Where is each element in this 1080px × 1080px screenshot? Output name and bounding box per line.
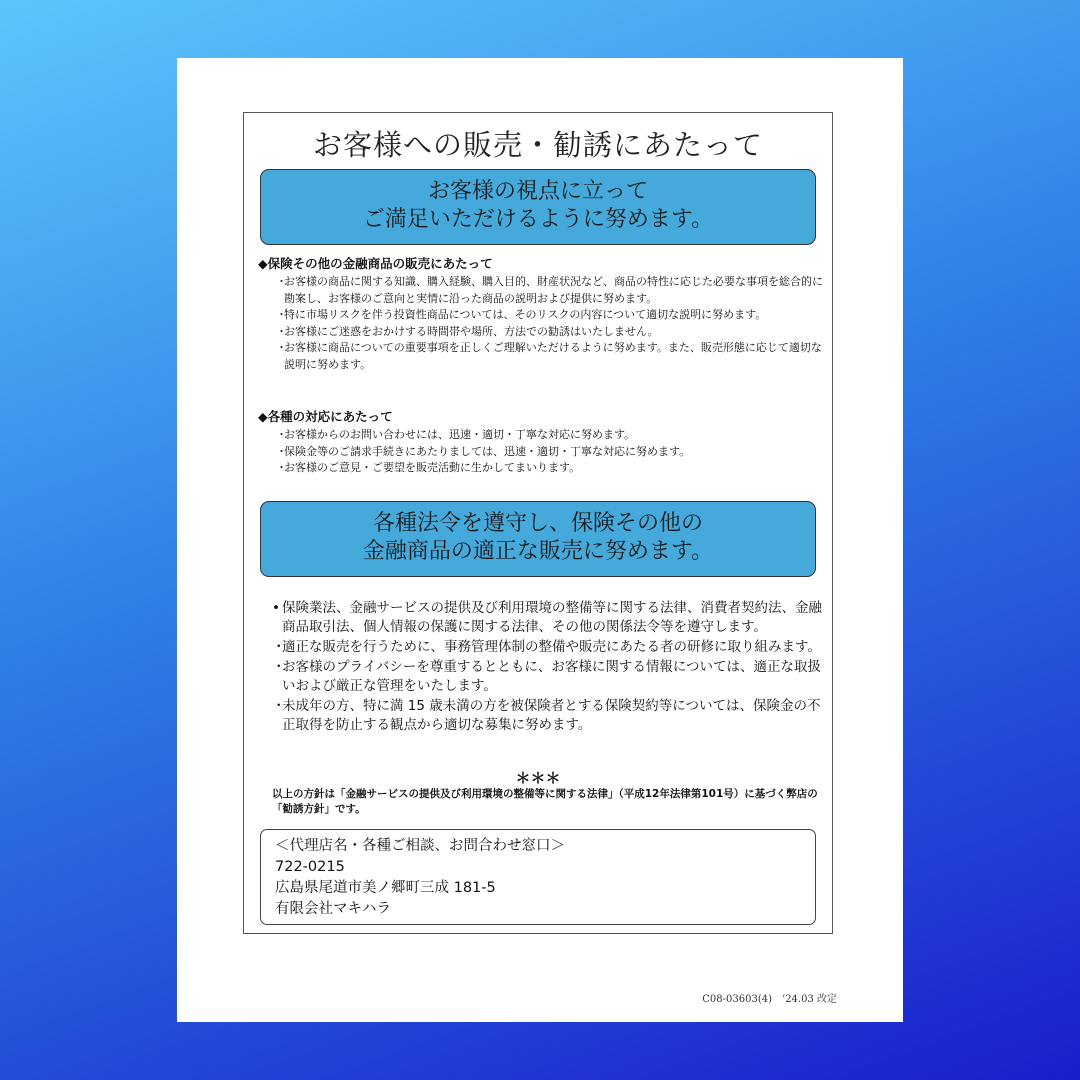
banner-line: ご満足いただけるように努めます。 (362, 207, 714, 232)
page-title: お客様への販売・勧誘にあたって (312, 128, 763, 162)
list-item: ・ お客様のご意見・ご要望を販売活動に生かしてまいります。 (276, 461, 581, 474)
contact-postal: 722-0215 (275, 859, 345, 875)
section-compliance (270, 599, 822, 736)
section-response (258, 407, 824, 477)
contact-address: 広島県尾道市美ノ郷町三成 181-5 (275, 880, 496, 896)
document-code: C08-03603(4) ’24.03 改定 (702, 994, 837, 1005)
banner-line: お客様の視点に立って (427, 179, 648, 204)
separator-stars: ＊＊＊ (515, 769, 561, 787)
document-page (177, 58, 903, 1022)
list-item: ・ 適正な販売を行うために、事務管理体制の整備や販売にあたる者の研修に取り組みます。 (272, 639, 821, 655)
banner-compliance (260, 501, 816, 577)
list-item: ・ 未成年の方、特に満 15 歳未満の方を被保険者とする保険契約等については、保険金の不正取得を防止する観点から適切な募集に努めます。 (272, 698, 821, 733)
list-item: • 保険業法、金融サービスの提供及び利用環境の整備等に関する法律、消費者契約法、金融商品取引法、個人情報の保護に関する法律、その他の関係法令等を遵守します。 (272, 600, 822, 635)
list-item: ・ 保険金等のご請求手続きにあたりましては、迅速・適切・丁寧な対応に努めます。 (276, 444, 691, 458)
list-item: ・ お客様に商品についての重要事項を正しくご理解いただけるように努めます。また、販売形態に応じて適切な説明に努めます。 (276, 341, 822, 371)
contact-company: 有限会社マキハラ (275, 901, 391, 917)
section-heading: ◆各種の対応にあたって (258, 409, 393, 424)
contact-heading: ＜代理店名・各種ご相談、お問合わせ窓口＞ (275, 838, 565, 854)
policy-note: 以上の方針は「金融サービスの提供及び利用環境の整備等に関する法律」（平成12年法律第101号）に基づく弊店の「勧誘方針」です。 (272, 788, 818, 815)
section-sales (258, 254, 824, 373)
policy-frame (243, 112, 833, 934)
section-heading: ◆保険その他の金融商品の販売にあたって (258, 256, 493, 271)
banner-line: 金融商品の適正な販売に努めます。 (362, 539, 714, 564)
list-item: ・ 特に市場リスクを伴う投資性商品については、そのリスクの内容について適切な説明に努めます。 (276, 308, 767, 321)
list-item: ・ お客様の商品に関する知識、購入経験、購入目的、財産状況など、商品の特性に応じた必要な事項を総合的に勘案し、お客様のご意向と実情に沿った商品の説明および提供に努めます。 (276, 275, 823, 305)
banner-line: 各種法令を遵守し、保険その他の (372, 511, 703, 536)
list-item: ・ お客様にご迷惑をおかけする時間帯や場所、方法での勧誘はいたしません。 (276, 324, 659, 338)
list-item: ・ お客様のプライバシーを尊重するとともに、お客様に関する情報については、適正な取扱いおよび厳正な管理をいたします。 (272, 659, 822, 694)
banner-customer-view (260, 169, 816, 245)
list-item: ・ お客様からのお問い合わせには、迅速・適切・丁寧な対応に努めます。 (276, 428, 636, 441)
contact-box (260, 829, 816, 925)
